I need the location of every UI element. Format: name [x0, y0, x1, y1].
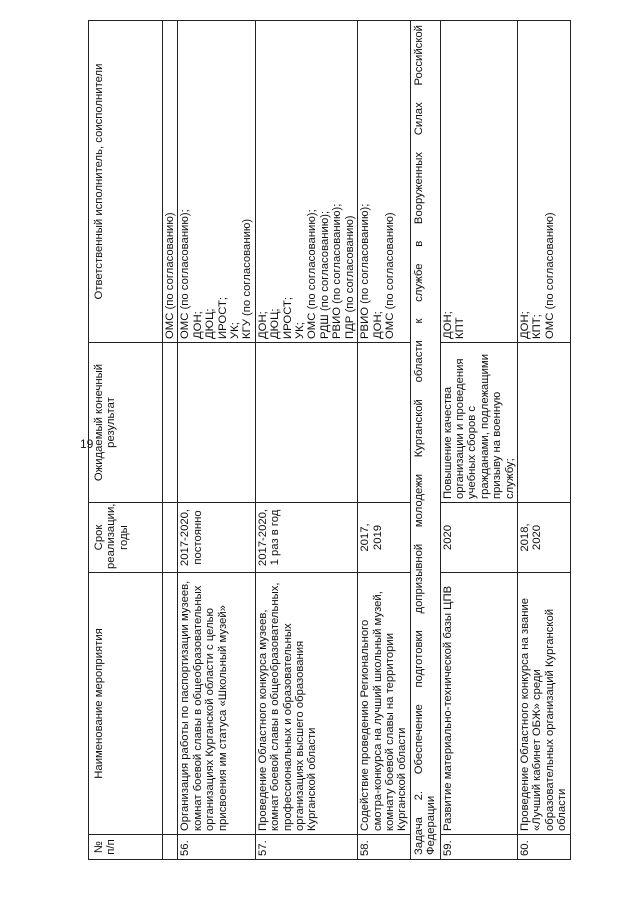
name-line: организациях Курганской области с целью — [204, 607, 217, 831]
responsible-line: ДЮЦ; — [204, 308, 217, 339]
header-result: Ожидаемый конечный результат — [89, 343, 163, 503]
responsible-line: ОМС (по согласованию) — [164, 212, 176, 339]
result-cell — [255, 343, 357, 503]
header-num: № п/п — [89, 835, 163, 860]
term-line: 2019 — [371, 524, 384, 551]
num-cell: 57. — [255, 835, 357, 860]
num-cell — [163, 835, 178, 860]
header-name: Наименование мероприятия — [89, 573, 163, 835]
page-number: 19 — [80, 437, 94, 451]
responsible-line: ДЮЦ; — [269, 308, 282, 339]
result-line: организации и проведения — [453, 358, 466, 499]
term-cell — [163, 503, 178, 573]
name-line: Развитие материально-технической базы ЦПВ — [441, 585, 454, 831]
name-line: Организация работы по паспортизации музеев, — [179, 580, 192, 831]
name-line: Проведение Областного конкурса на звание — [518, 597, 531, 831]
table-row — [517, 21, 570, 860]
table-row — [163, 21, 178, 860]
term-line: 1 раз в год — [269, 509, 282, 566]
term-cell — [517, 503, 570, 573]
name-line: присвоения им статуса «Школьный музей» — [216, 605, 229, 831]
name-line: «Лучший кабинет ОБЖ» среди — [531, 669, 544, 831]
responsible-line: ДОН; — [441, 311, 454, 339]
task-heading — [410, 21, 440, 860]
term-line: 2017-2020, — [256, 508, 269, 567]
name-line: комнату боевой славы на территории — [383, 632, 396, 831]
result-line: гражданами, подлежащими — [478, 353, 491, 499]
result-line: призыву на военную — [491, 391, 504, 499]
responsible-line: ПДР (по согласованию) — [343, 215, 356, 339]
term-line: 2017, — [359, 523, 372, 552]
task-line: Федерации — [425, 795, 438, 855]
task-line: Задача 2. Обеспечение подготовки допризывной молодежи Курганской области к службе в Вооруженных Силах Российской — [412, 25, 425, 855]
responsible-cell — [358, 21, 411, 343]
responsible-line: ОМС (по согласованию) — [543, 212, 556, 339]
name-line: образовательных организаций Курганской — [543, 608, 556, 831]
result-line: Повышение качества — [441, 386, 454, 499]
responsible-line: РДШ (по согласованию); — [318, 210, 331, 339]
name-cell — [255, 573, 357, 835]
term-cell — [255, 503, 357, 573]
term-cell — [358, 503, 411, 573]
name-line: комнат боевой славы в общеобразовательных — [191, 585, 204, 831]
result-cell — [517, 343, 570, 503]
term-line: 2018, — [518, 523, 531, 552]
result-line: службу; — [503, 458, 516, 499]
name-line: комнат боевой славы в общеобразовательных, — [269, 582, 282, 831]
name-cell — [163, 573, 178, 835]
name-line: Проведение Областного конкурса музеев, — [256, 609, 269, 831]
table-header-row — [89, 21, 163, 860]
num-cell: 59. — [440, 835, 517, 860]
task-row — [410, 21, 440, 860]
name-cell — [358, 573, 411, 835]
responsible-line: ОМС (по согласованию) — [383, 212, 396, 339]
term-line: 2020 — [531, 524, 544, 551]
responsible-line: ДОН; — [518, 311, 531, 339]
term-line: постоянно — [191, 510, 204, 565]
table-row — [178, 21, 255, 860]
responsible-line: РВИО (по согласованию); — [359, 203, 372, 339]
responsible-cell — [440, 21, 517, 343]
responsible-line: ОМС (по согласованию); — [306, 209, 319, 339]
result-line: учебных сборов с — [466, 405, 479, 499]
name-line: профессиональных и образовательных — [281, 623, 294, 831]
name-cell — [517, 573, 570, 835]
responsible-line: КПТ — [453, 317, 466, 339]
result-cell — [358, 343, 411, 503]
responsible-line: УК; — [294, 322, 307, 339]
num-cell: 58. — [358, 835, 411, 860]
name-cell — [178, 573, 255, 835]
result-cell — [178, 343, 255, 503]
term-line: 2020 — [441, 524, 454, 551]
table-row — [255, 21, 357, 860]
header-responsible: Ответственный исполнитель, соисполнители — [89, 21, 163, 343]
rotated-page-content — [88, 21, 569, 860]
term-line: 2017-2020, — [179, 508, 192, 567]
responsible-cell — [255, 21, 357, 343]
responsible-line: КПТ; — [531, 314, 544, 339]
name-line: смотра-конкурса на лучший школьный музей, — [371, 591, 384, 831]
responsible-line: КГУ (по согласованию) — [241, 218, 254, 339]
responsible-line: ОМС (по согласованию); — [179, 209, 192, 339]
term-cell — [440, 503, 517, 573]
name-line: области — [556, 788, 569, 831]
num-cell: 60. — [517, 835, 570, 860]
name-line: Курганской области — [306, 727, 319, 831]
name-line: Содействие проведению Регионального — [359, 619, 372, 831]
num-cell: 56. — [178, 835, 255, 860]
result-cell — [440, 343, 517, 503]
responsible-line: УК; — [229, 322, 242, 339]
table-row — [440, 21, 517, 860]
name-line: организациях высшего образования — [294, 640, 307, 831]
result-cell — [163, 343, 178, 503]
responsible-line: РВИО (по согласованию); — [331, 203, 344, 339]
responsible-cell — [517, 21, 570, 343]
responsible-line: ДОН; — [191, 311, 204, 339]
responsible-line: ИРОСТ; — [216, 296, 229, 339]
name-line: Курганской области — [396, 727, 409, 831]
header-term: Срок реализации, годы — [89, 503, 163, 573]
responsible-cell — [178, 21, 255, 343]
responsible-cell — [163, 21, 178, 343]
measures-table — [88, 20, 571, 860]
responsible-line: ДОН; — [256, 311, 269, 339]
term-cell — [178, 503, 255, 573]
name-cell — [440, 573, 517, 835]
table-row — [358, 21, 411, 860]
responsible-line: ИРОСТ; — [281, 296, 294, 339]
responsible-line: ДОН; — [371, 311, 384, 339]
